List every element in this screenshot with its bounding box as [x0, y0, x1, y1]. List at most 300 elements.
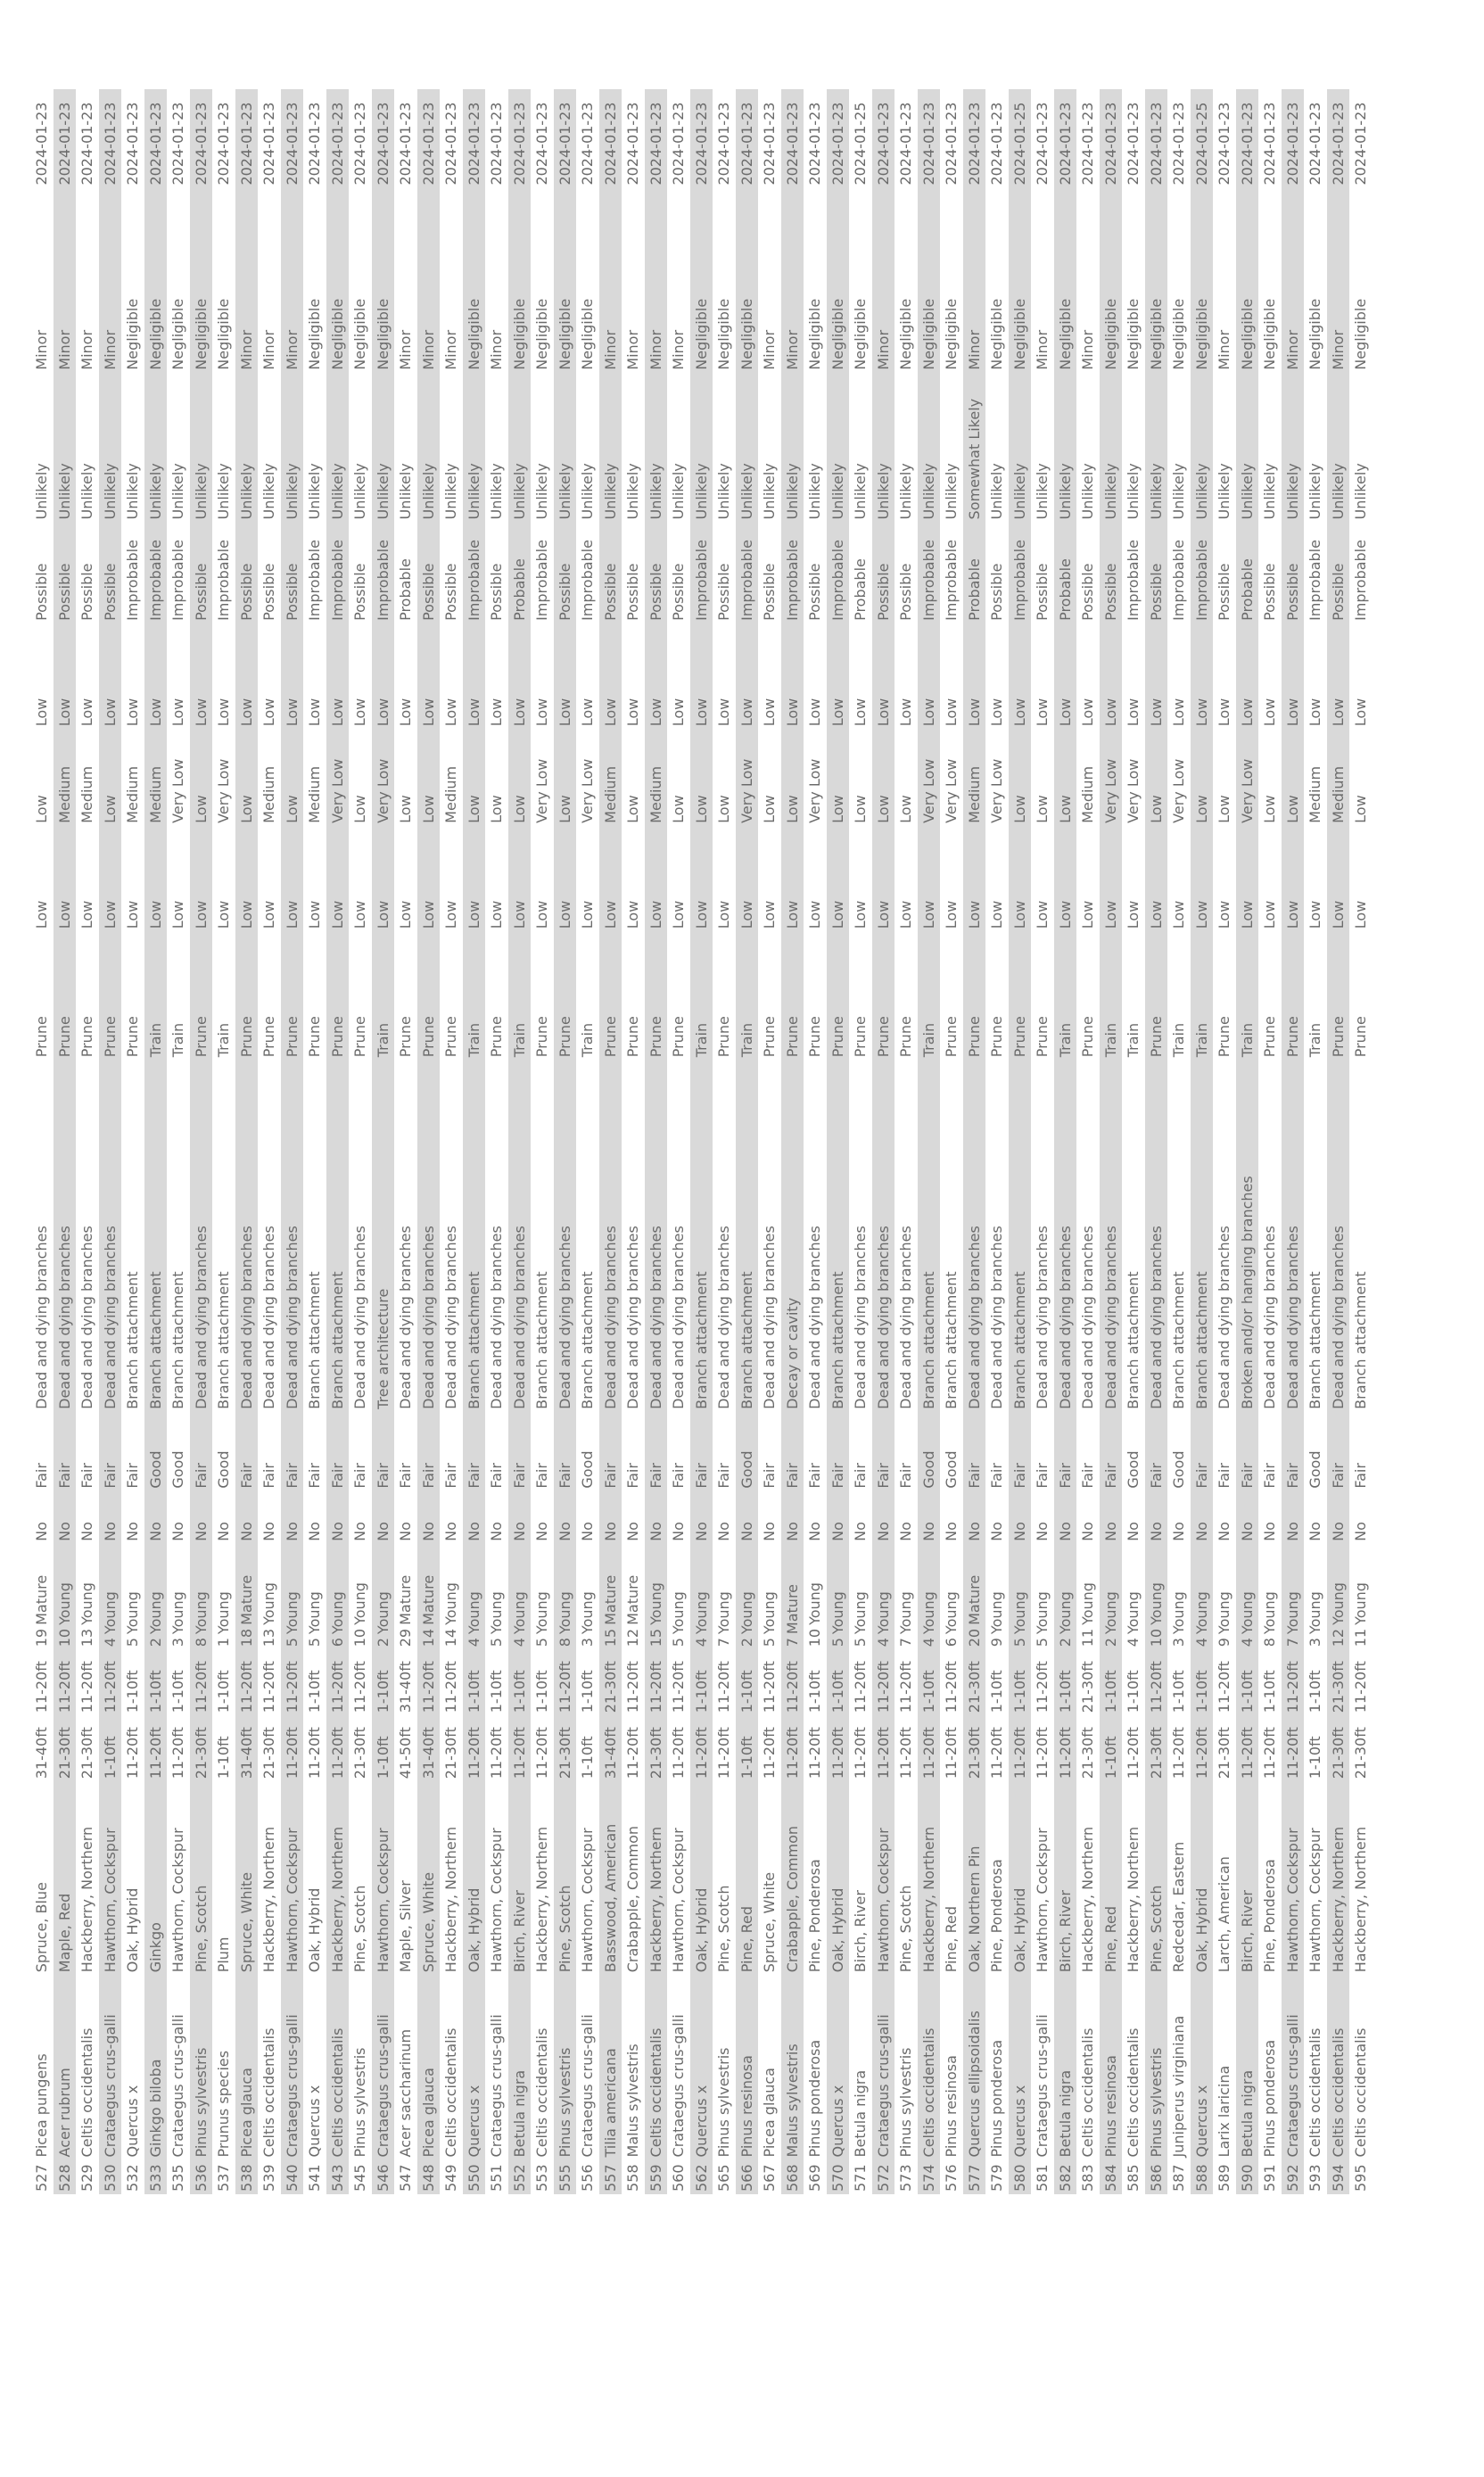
size-cell: Medium [306, 765, 323, 823]
dbh-value: 5 [124, 1638, 141, 1647]
spread-cell: 11-20ft [1283, 1661, 1301, 1713]
botanical-name-cell: Crataegus crus-galli [670, 2014, 687, 2158]
age-class-value: Young [1034, 1591, 1051, 1635]
size-cell: Very Low [1125, 758, 1142, 823]
public-cell: No [965, 1522, 983, 1541]
age-class-value: Young [943, 1591, 960, 1635]
date-cell: 2024-01-23 [1352, 102, 1369, 186]
size-cell: Very Low [806, 758, 823, 823]
target-cell: Low [33, 900, 50, 929]
public-cell: No [351, 1522, 368, 1541]
condition-cell: Fair [237, 1463, 255, 1489]
table-row [1076, 89, 1100, 2194]
action-cell: Prune [328, 1016, 346, 1058]
target-cell: Low [965, 900, 983, 929]
age-class-value: Young [761, 1591, 778, 1635]
table-row [1167, 89, 1191, 2194]
tree-id-cell: 547 [397, 2164, 414, 2192]
tree-id-cell: 572 [874, 2164, 892, 2192]
height-cell: 11-20ft [306, 1727, 323, 1779]
spread-cell: 1-10ft [1125, 1670, 1142, 1713]
dbh-cell [599, 1543, 622, 1648]
age-class-value: Young [647, 1582, 664, 1625]
height-cell: 11-20ft [806, 1727, 823, 1779]
impact-cell: Unlikely [146, 463, 164, 520]
risk-cell: Minor [78, 329, 95, 370]
risk-cell: Negligible [943, 298, 960, 370]
consequence-cell: Low [78, 698, 95, 727]
dbh-cell [1191, 1543, 1214, 1648]
spread-cell: 11-20ft [78, 1661, 95, 1713]
target-cell: Low [397, 900, 414, 929]
age-class-value: Young [897, 1591, 914, 1635]
risk-cell: Minor [761, 329, 778, 370]
defect-cell: Branch attachment [169, 1271, 186, 1409]
dbh-value: 8 [556, 1638, 573, 1647]
defect-cell: Broken and/or hanging branches [1238, 1176, 1256, 1409]
public-cell: No [465, 1522, 482, 1541]
target-cell: Low [1283, 900, 1301, 929]
consequence-cell: Low [1147, 698, 1165, 727]
dbh-cell [1349, 1543, 1373, 1648]
date-cell: 2024-01-23 [670, 102, 687, 186]
impact-cell: Unlikely [397, 463, 414, 520]
size-cell: Medium [260, 765, 277, 823]
target-cell: Low [192, 900, 210, 929]
impact-cell: Unlikely [1216, 463, 1233, 520]
dbh-value: 11 [1079, 1628, 1096, 1647]
dbh-cell [1282, 1543, 1305, 1648]
dbh-value: 5 [488, 1638, 505, 1647]
dbh-cell [508, 1543, 532, 1648]
target-cell: Low [442, 900, 459, 929]
botanical-name-cell: Celtis occidentalis [1352, 2027, 1369, 2158]
table-row [781, 89, 804, 2194]
dbh-cell [1327, 1543, 1350, 1648]
table-row [576, 89, 599, 2194]
height-cell: 11-20ft [510, 1727, 528, 1779]
defect-cell: Branch attachment [1010, 1271, 1028, 1409]
height-cell: 21-30ft [1147, 1727, 1165, 1779]
failure-cell: Improbable [306, 540, 323, 621]
action-cell: Prune [283, 1016, 301, 1058]
spread-cell: 11-20ft [351, 1661, 368, 1713]
public-cell: No [919, 1522, 937, 1541]
dbh-value: 4 [465, 1638, 482, 1647]
date-cell: 2024-01-23 [1034, 102, 1051, 186]
impact-cell: Unlikely [374, 463, 392, 520]
risk-cell: Negligible [328, 298, 346, 370]
action-cell: Train [1056, 1022, 1074, 1058]
spread-cell: 1-10ft [124, 1670, 141, 1713]
defect-cell: Dead and dying branches [488, 1226, 505, 1409]
impact-cell: Unlikely [715, 463, 732, 520]
spread-cell: 11-20ft [419, 1661, 437, 1713]
dbh-value: 29 [397, 1628, 414, 1647]
tree-id-cell: 593 [1307, 2164, 1323, 2192]
table-row [804, 89, 827, 2194]
risk-cell: Negligible [351, 298, 368, 370]
dbh-value: 5 [1034, 1638, 1051, 1647]
action-cell: Prune [897, 1016, 914, 1058]
date-cell: 2024-01-23 [533, 102, 550, 186]
risk-cell: Negligible [715, 298, 732, 370]
risk-cell: Minor [419, 329, 437, 370]
risk-cell: Minor [237, 329, 255, 370]
failure-cell: Possible [1147, 563, 1165, 621]
dbh-value: 5 [829, 1638, 846, 1647]
common-name-cell: Basswood, American [601, 1823, 619, 1973]
age-class-value: Young [806, 1582, 823, 1625]
size-cell: Low [1034, 795, 1051, 823]
botanical-name-cell: Pinus sylvestris [715, 2047, 732, 2158]
height-cell: 11-20ft [943, 1727, 960, 1779]
public-cell: No [1125, 1522, 1142, 1541]
impact-cell: Unlikely [1079, 463, 1096, 520]
date-cell: 2024-01-23 [988, 102, 1005, 186]
public-cell: No [647, 1522, 664, 1541]
date-cell: 2024-01-23 [1147, 102, 1165, 186]
tree-id-cell: 550 [465, 2164, 482, 2192]
table-row [76, 89, 99, 2194]
condition-cell: Fair [1192, 1463, 1210, 1489]
common-name-cell: Oak, Hybrid [306, 1887, 323, 1973]
tree-id-cell: 580 [1010, 2164, 1028, 2192]
botanical-name-cell: Betula nigra [1056, 2069, 1074, 2158]
risk-cell: Minor [1216, 329, 1233, 370]
public-cell: No [738, 1522, 755, 1541]
public-cell: No [579, 1522, 596, 1541]
age-class-value: Young [1192, 1591, 1210, 1635]
date-cell: 2024-01-23 [647, 102, 664, 186]
dbh-cell [827, 1543, 850, 1648]
dbh-value: 3 [1170, 1638, 1187, 1647]
defect-cell: Dead and dying branches [1034, 1226, 1051, 1409]
botanical-name-cell: Celtis occidentalis [1079, 2027, 1096, 2158]
action-cell: Prune [397, 1016, 414, 1058]
date-cell: 2024-01-23 [738, 102, 755, 186]
failure-cell: Improbable [1352, 540, 1369, 621]
date-cell: 2024-01-23 [919, 102, 937, 186]
action-cell: Train [465, 1022, 482, 1058]
height-cell: 21-30ft [351, 1727, 368, 1779]
target-cell: Low [260, 900, 277, 929]
consequence-cell: Low [556, 698, 573, 727]
target-cell: Low [1261, 900, 1278, 929]
spread-cell: 11-20ft [647, 1661, 664, 1713]
tree-id-cell: 577 [965, 2164, 983, 2192]
action-cell: Prune [1352, 1016, 1369, 1058]
action-cell: Prune [647, 1016, 664, 1058]
size-cell: Medium [78, 765, 95, 823]
defect-cell: Branch attachment [738, 1271, 755, 1409]
consequence-cell: Low [988, 698, 1005, 727]
height-cell: 1-10ft [738, 1736, 755, 1779]
dbh-cell [985, 1543, 1009, 1648]
table-row [1054, 89, 1077, 2194]
age-class-value: Young [351, 1582, 368, 1625]
age-class-value: Young [488, 1591, 505, 1635]
botanical-name-cell: Crataegus crus-galli [488, 2014, 505, 2158]
defect-cell: Dead and dying branches [647, 1226, 664, 1409]
age-class-value: Young [829, 1591, 846, 1635]
impact-cell: Unlikely [670, 463, 687, 520]
condition-cell: Fair [419, 1463, 437, 1489]
age-class-value: Mature [624, 1574, 641, 1625]
spread-cell: 11-20ft [852, 1661, 869, 1713]
failure-cell: Possible [1216, 563, 1233, 621]
action-cell: Prune [670, 1016, 687, 1058]
spread-cell: 11-20ft [761, 1661, 778, 1713]
action-cell: Prune [965, 1016, 983, 1058]
defect-cell: Dead and dying branches [1079, 1226, 1096, 1409]
age-class-value: Young [874, 1591, 892, 1635]
date-cell: 2024-01-23 [829, 102, 846, 186]
age-class-value: Mature [783, 1583, 801, 1635]
age-class-value: Young [442, 1582, 459, 1625]
dbh-value: 7 [897, 1638, 914, 1647]
age-class-value: Young [306, 1591, 323, 1635]
spread-cell: 11-20ft [556, 1661, 573, 1713]
table-row [849, 89, 872, 2194]
risk-cell: Negligible [579, 298, 596, 370]
table-row [622, 89, 645, 2194]
dbh-cell [349, 1543, 372, 1648]
botanical-name-cell: Malus sylvestris [624, 2044, 641, 2158]
condition-cell: Fair [1329, 1463, 1347, 1489]
date-cell: 2024-01-23 [397, 102, 414, 186]
spread-cell: 11-20ft [328, 1661, 346, 1713]
impact-cell: Unlikely [1261, 463, 1278, 520]
impact-cell: Unlikely [692, 463, 710, 520]
impact-cell: Unlikely [624, 463, 641, 520]
impact-cell: Unlikely [78, 463, 95, 520]
public-cell: No [442, 1522, 459, 1541]
failure-cell: Possible [1034, 563, 1051, 621]
common-name-cell: Hawthorn, Cockspur [874, 1828, 892, 1973]
spread-cell: 11-20ft [1216, 1661, 1233, 1713]
action-cell: Prune [556, 1016, 573, 1058]
height-cell: 21-30ft [1352, 1727, 1369, 1779]
tree-id-cell: 539 [260, 2164, 277, 2192]
common-name-cell: Hawthorn, Cockspur [488, 1828, 505, 1973]
spread-cell: 11-20ft [101, 1661, 119, 1713]
defect-cell: Decay or cavity [783, 1297, 801, 1409]
risk-cell: Negligible [124, 298, 141, 370]
public-cell: No [897, 1522, 914, 1541]
dbh-cell [121, 1543, 144, 1648]
table-row [144, 89, 168, 2194]
date-cell: 2024-01-23 [579, 102, 596, 186]
dbh-cell [440, 1543, 463, 1648]
condition-cell: Good [943, 1450, 960, 1489]
defect-cell: Dead and dying branches [1329, 1226, 1347, 1409]
dbh-cell [918, 1543, 941, 1648]
public-cell: No [1147, 1522, 1165, 1541]
target-cell: Low [806, 900, 823, 929]
age-class-value: Young [283, 1591, 301, 1635]
height-cell: 21-30ft [1329, 1727, 1347, 1779]
dbh-value: 11 [1352, 1628, 1369, 1647]
risk-cell: Negligible [510, 298, 528, 370]
height-cell: 11-20ft [852, 1727, 869, 1779]
age-class-value: Mature [237, 1574, 255, 1625]
tree-id-cell: 545 [351, 2164, 368, 2192]
height-cell: 11-20ft [328, 1727, 346, 1779]
action-cell: Train [1101, 1022, 1119, 1058]
tree-id-cell: 588 [1192, 2164, 1210, 2192]
spread-cell: 1-10ft [579, 1670, 596, 1713]
dbh-value: 15 [647, 1628, 664, 1647]
impact-cell: Unlikely [783, 463, 801, 520]
dbh-value: 18 [237, 1628, 255, 1647]
tree-id-cell: 587 [1170, 2164, 1187, 2192]
spread-cell: 1-10ft [1010, 1670, 1028, 1713]
dbh-cell [1304, 1543, 1327, 1648]
impact-cell: Unlikely [761, 463, 778, 520]
tree-id-cell: 585 [1125, 2164, 1142, 2192]
dbh-cell [1236, 1543, 1259, 1648]
tree-id-cell: 538 [237, 2164, 255, 2192]
botanical-name-cell: Pinus resinosa [738, 2055, 755, 2158]
impact-cell: Unlikely [1147, 463, 1165, 520]
condition-cell: Fair [624, 1463, 641, 1489]
defect-cell: Dead and dying branches [55, 1226, 73, 1409]
height-cell: 21-30ft [192, 1727, 210, 1779]
table-row [508, 89, 532, 2194]
dbh-cell [258, 1543, 281, 1648]
spread-cell: 1-10ft [1170, 1670, 1187, 1713]
dbh-cell [1167, 1543, 1191, 1648]
defect-cell: Branch attachment [943, 1271, 960, 1409]
common-name-cell: Pine, Ponderosa [806, 1859, 823, 1973]
botanical-name-cell: Crataegus crus-galli [169, 2014, 186, 2158]
size-cell: Very Low [579, 758, 596, 823]
defect-cell: Dead and dying branches [852, 1226, 869, 1409]
condition-cell: Fair [328, 1463, 346, 1489]
consequence-cell: Low [874, 698, 892, 727]
condition-cell: Fair [874, 1463, 892, 1489]
dbh-cell [645, 1543, 668, 1648]
consequence-cell: Low [738, 698, 755, 727]
condition-cell: Good [919, 1450, 937, 1489]
failure-cell: Possible [624, 563, 641, 621]
table-row [235, 89, 259, 2194]
table-row [940, 89, 963, 2194]
failure-cell: Possible [715, 563, 732, 621]
tree-id-cell: 589 [1216, 2164, 1233, 2192]
size-cell: Low [1147, 795, 1165, 823]
target-cell: Low [1238, 900, 1256, 929]
condition-cell: Fair [556, 1463, 573, 1489]
botanical-name-cell: Crataegus crus-galli [874, 2014, 892, 2158]
height-cell: 1-10ft [101, 1736, 119, 1779]
action-cell: Prune [33, 1016, 50, 1058]
size-cell: Low [351, 795, 368, 823]
table-row [985, 89, 1009, 2194]
condition-cell: Fair [1216, 1463, 1233, 1489]
target-cell: Low [715, 900, 732, 929]
date-cell: 2024-01-23 [897, 102, 914, 186]
defect-cell: Dead and dying branches [601, 1226, 619, 1409]
table-row [417, 89, 441, 2194]
date-cell: 2024-01-23 [306, 102, 323, 186]
action-cell: Prune [943, 1016, 960, 1058]
common-name-cell: Oak, Hybrid [1192, 1887, 1210, 1973]
table-row [394, 89, 417, 2194]
tree-id-cell: 546 [374, 2164, 392, 2192]
spread-cell: 11-20ft [943, 1661, 960, 1713]
height-cell: 11-20ft [715, 1727, 732, 1779]
tree-id-cell: 579 [988, 2164, 1005, 2192]
target-cell: Low [419, 900, 437, 929]
dbh-value: 9 [988, 1638, 1005, 1647]
dbh-cell [1054, 1543, 1077, 1648]
condition-cell: Good [146, 1450, 164, 1489]
dbh-value: 10 [1147, 1628, 1165, 1647]
public-cell: No [488, 1522, 505, 1541]
height-cell: 11-20ft [1034, 1727, 1051, 1779]
risk-cell: Minor [397, 329, 414, 370]
common-name-cell: Pine, Red [1101, 1906, 1119, 1973]
target-cell: Low [374, 900, 392, 929]
common-name-cell: Hawthorn, Cockspur [101, 1828, 119, 1973]
target-cell: Low [897, 900, 914, 929]
dbh-cell [463, 1543, 486, 1648]
defect-cell: Dead and dying branches [874, 1226, 892, 1409]
public-cell: No [510, 1522, 528, 1541]
failure-cell: Possible [601, 563, 619, 621]
table-row [303, 89, 326, 2194]
consequence-cell: Low [965, 698, 983, 727]
dbh-cell [963, 1543, 986, 1648]
condition-cell: Fair [33, 1463, 50, 1489]
dbh-value: 6 [328, 1638, 346, 1647]
dbh-cell [895, 1543, 918, 1648]
consequence-cell: Low [55, 698, 73, 727]
dbh-cell [622, 1543, 645, 1648]
date-cell: 2024-01-23 [215, 102, 232, 186]
defect-cell: Dead and dying branches [897, 1226, 914, 1409]
action-cell: Prune [624, 1016, 641, 1058]
public-cell: No [1352, 1522, 1369, 1541]
risk-cell: Negligible [556, 298, 573, 370]
impact-cell: Unlikely [1170, 463, 1187, 520]
size-cell: Low [510, 795, 528, 823]
spread-cell: 11-20ft [1034, 1661, 1051, 1713]
public-cell: No [806, 1522, 823, 1541]
size-cell: Very Low [988, 758, 1005, 823]
public-cell: No [33, 1522, 50, 1541]
table-row [349, 89, 372, 2194]
failure-cell: Probable [510, 558, 528, 621]
defect-cell: Dead and dying branches [419, 1226, 437, 1409]
public-cell: No [988, 1522, 1005, 1541]
consequence-cell: Low [465, 698, 482, 727]
risk-cell: Negligible [169, 298, 186, 370]
failure-cell: Possible [556, 563, 573, 621]
condition-cell: Fair [670, 1463, 687, 1489]
failure-cell: Improbable [374, 540, 392, 621]
table-row [918, 89, 941, 2194]
common-name-cell: Hawthorn, Cockspur [1034, 1828, 1051, 1973]
condition-cell: Fair [1079, 1463, 1096, 1489]
dbh-cell [30, 1543, 54, 1648]
public-cell: No [124, 1522, 141, 1541]
botanical-name-cell: Pinus sylvestris [556, 2047, 573, 2158]
condition-cell: Fair [1056, 1463, 1074, 1489]
dbh-value: 2 [1056, 1638, 1074, 1647]
